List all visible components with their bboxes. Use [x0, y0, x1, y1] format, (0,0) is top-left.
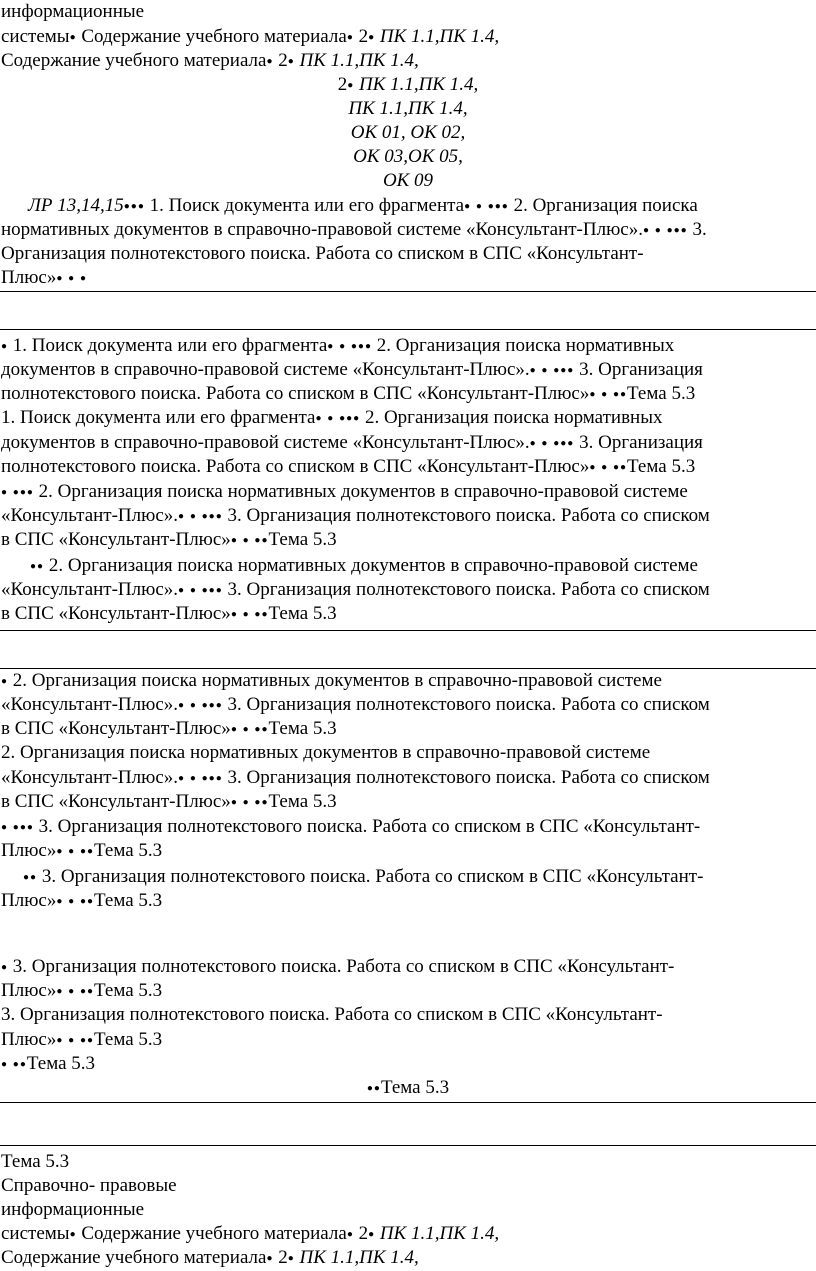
bullet-mark: ● — [541, 438, 549, 449]
bullet-mark: ●● — [79, 896, 95, 907]
text-line: Плюс»● ● ● — [1, 267, 87, 288]
bullet-mark: ● — [69, 1229, 77, 1240]
bullet-mark: ● — [230, 724, 238, 735]
bullet-mark: ● — [475, 201, 483, 212]
bullet-mark: ● — [339, 341, 347, 352]
bullet-mark: ● — [601, 462, 609, 473]
text-line: Плюс»● ● ●●Тема 5.3 — [1, 980, 163, 1001]
text-line: ●●Тема 5.3 — [366, 1077, 450, 1098]
bullet-mark: ● — [654, 225, 662, 236]
bullet-mark: ● — [589, 462, 597, 473]
bullet-mark: ● — [346, 1229, 354, 1240]
bullet-mark: ● — [68, 986, 76, 997]
bullet-mark: ● — [68, 896, 76, 907]
bullet-mark: ● — [589, 389, 597, 400]
text-line: ОК 03,ОК 05, — [353, 146, 463, 167]
bullet-mark: ● — [1, 341, 9, 352]
text-line: в СПС «Консультант-Плюс»● ● ●●Тема 5.3 — [1, 791, 337, 812]
bullet-mark: ● — [642, 225, 651, 236]
bullet-mark: ● — [56, 896, 64, 907]
bullet-mark: ● — [1, 962, 9, 973]
bullet-mark: ● — [1, 822, 9, 833]
bullet-mark: ● — [189, 511, 197, 522]
bullet-mark: ●●● — [553, 365, 575, 376]
bullet-mark: ●● — [79, 1035, 95, 1046]
text-line: ● ●●● 2. Организация поиска нормативных документов в справочно-правовой системе — [1, 481, 688, 502]
bullet-mark: ●● — [254, 724, 269, 735]
bullet-mark: ●● — [612, 389, 628, 400]
bullet-mark: ● — [529, 365, 537, 376]
bullet-mark: ●●● — [339, 413, 361, 424]
text-line: Содержание учебного материала● 2● ПК 1.1,ПК 1.4, — [1, 1247, 419, 1268]
text-line: «Консультант-Плюс».● ● ●●● 3. Организация полнотекстового поиска. Работа со списком — [1, 767, 710, 788]
bullet-mark: ● — [1, 487, 9, 498]
text-line: ОК 01, ОК 02, — [350, 122, 466, 143]
bullet-mark: ●● — [30, 561, 45, 572]
text-line: Содержание учебного материала● 2● ПК 1.1,ПК 1.4, — [1, 50, 419, 71]
divider — [0, 1102, 816, 1103]
text-line: ПК 1.1,ПК 1.4, — [348, 98, 468, 119]
bullet-mark: ● — [368, 32, 376, 43]
bullet-mark: ●● — [79, 986, 95, 997]
text-line: 3. Организация полнотекстового поиска. Работа со списком в СПС «Консультант- — [1, 1004, 663, 1025]
divider — [0, 1145, 816, 1146]
bullet-mark: ● — [242, 535, 250, 546]
bullet-mark: ● — [230, 797, 238, 808]
bullet-mark: ● — [601, 389, 609, 400]
text-line: ● 1. Поиск документа или его фрагмента● ● ●●● 2. Организация поиска нормативных — [1, 335, 675, 356]
bullet-mark: ● — [189, 585, 197, 596]
bullet-mark: ● — [464, 201, 472, 212]
text-line: Справочно- правовые — [1, 1175, 177, 1196]
bullet-mark: ● — [56, 273, 64, 284]
text-line: ● ●●Тема 5.3 — [1, 1053, 96, 1074]
bullet-mark: ● — [266, 56, 274, 67]
text-line: информационные — [1, 1199, 145, 1220]
bullet-mark: ● — [189, 700, 197, 711]
bullet-mark: ●●● — [201, 511, 223, 522]
bullet-mark: ● — [56, 986, 64, 997]
bullet-mark: ● — [230, 609, 238, 620]
bullet-mark: ●●● — [123, 201, 145, 212]
bullet-mark: ● — [189, 773, 197, 784]
bullet-mark: ● — [178, 700, 186, 711]
bullet-mark: ● — [1, 676, 9, 687]
bullet-mark: ● — [242, 797, 250, 808]
bullet-mark: ●●● — [487, 201, 509, 212]
bullet-mark: ● — [327, 341, 335, 352]
bullet-mark: ●● — [254, 797, 269, 808]
text-line: системы● Содержание учебного материала● 2● ПК 1.1,ПК 1.4, — [1, 26, 500, 47]
text-line: информационные — [1, 1, 145, 22]
bullet-mark: ●●● — [350, 341, 372, 352]
bullet-mark: ● — [178, 511, 186, 522]
text-line: Плюс»● ● ●●Тема 5.3 — [1, 890, 163, 911]
bullet-mark: ● — [541, 365, 549, 376]
bullet-mark: ●●● — [201, 700, 223, 711]
divider — [0, 329, 816, 330]
text-line: Плюс»● ● ●●Тема 5.3 — [1, 1029, 163, 1050]
bullet-mark: ● — [178, 773, 186, 784]
bullet-mark: ● — [69, 32, 77, 43]
bullet-mark: ●●● — [12, 822, 34, 833]
text-line: в СПС «Консультант-Плюс»● ● ●●Тема 5.3 — [1, 529, 337, 550]
bullet-mark: ●● — [23, 872, 38, 883]
bullet-mark: ● — [178, 585, 186, 596]
bullet-mark: ● — [56, 1035, 64, 1046]
text-line: системы● Содержание учебного материала● 2● ПК 1.1,ПК 1.4, — [1, 1223, 500, 1244]
bullet-mark: ● — [242, 609, 250, 620]
bullet-mark: ●● — [254, 535, 269, 546]
divider — [0, 291, 816, 292]
text-line: «Консультант-Плюс».● ● ●●● 3. Организация полнотекстового поиска. Работа со списком — [1, 579, 710, 600]
bullet-mark: ●●● — [553, 438, 575, 449]
bullet-mark: ● — [266, 1253, 274, 1264]
divider — [0, 630, 816, 631]
bullet-mark: ●● — [612, 462, 628, 473]
text-line: Плюс»● ● ●●Тема 5.3 — [1, 840, 163, 861]
text-line: полнотекстового поиска. Работа со списком в СПС «Консультант-Плюс»● ● ●●Тема 5.3 — [1, 456, 696, 477]
text-line: «Консультант-Плюс».● ● ●●● 3. Организация полнотекстового поиска. Работа со списком — [1, 505, 710, 526]
bullet-mark: ● — [68, 1035, 76, 1046]
text-line: нормативных документов в справочно-правовой системе «Консультант-Плюс».● ● ●●● 3. — [1, 219, 707, 240]
bullet-mark: ●●● — [201, 585, 223, 596]
text-line: ЛР 13,14,15●●● 1. Поиск документа или его фрагмента● ● ●●● 2. Организация поиска — [28, 195, 698, 216]
bullet-mark: ●● — [366, 1083, 381, 1094]
text-line: ● 3. Организация полнотекстового поиска. Работа со списком в СПС «Консультант- — [1, 956, 675, 977]
bullet-mark: ● — [327, 413, 335, 424]
text-line: 2● ПК 1.1,ПК 1.4, — [337, 74, 479, 95]
bullet-mark: ● — [68, 846, 76, 857]
bullet-mark: ● — [68, 273, 76, 284]
text-line: 2. Организация поиска нормативных документов в справочно-правовой системе — [1, 742, 651, 763]
bullet-mark: ● — [368, 1229, 376, 1240]
bullet-mark: ●● — [12, 1059, 27, 1070]
text-line: ●● 3. Организация полнотекстового поиска. Работа со списком в СПС «Консультант- — [23, 866, 704, 887]
text-line: ● 2. Организация поиска нормативных документов в справочно-правовой системе — [1, 670, 662, 691]
bullet-mark: ● — [1, 1059, 9, 1070]
bullet-mark: ●● — [79, 846, 95, 857]
text-line: в СПС «Консультант-Плюс»● ● ●●Тема 5.3 — [1, 718, 337, 739]
bullet-mark: ●●● — [201, 773, 223, 784]
bullet-mark: ● — [79, 273, 87, 284]
text-line: полнотекстового поиска. Работа со списком в СПС «Консультант-Плюс»● ● ●●Тема 5.3 — [1, 383, 696, 404]
bullet-mark: ● — [287, 1253, 295, 1264]
bullet-mark: ● — [315, 413, 323, 424]
bullet-mark: ●● — [254, 609, 269, 620]
text-line: Организация полнотекстового поиска. Работа со списком в СПС «Консультант- — [1, 243, 644, 264]
text-line: Тема 5.3 — [1, 1151, 70, 1172]
bullet-mark: ● — [347, 80, 355, 91]
bullet-mark: ● — [529, 438, 537, 449]
text-line: документов в справочно-правовой системе «Консультант-Плюс».● ● ●●● 3. Организация — [1, 359, 703, 380]
bullet-mark: ●●● — [12, 487, 34, 498]
text-line: в СПС «Консультант-Плюс»● ● ●●Тема 5.3 — [1, 603, 337, 624]
text-line: документов в справочно-правовой системе «Консультант-Плюс».● ● ●●● 3. Организация — [1, 432, 703, 453]
text-line: ● ●●● 3. Организация полнотекстового поиска. Работа со списком в СПС «Консультант- — [1, 816, 701, 837]
bullet-mark: ● — [56, 846, 64, 857]
bullet-mark: ● — [287, 56, 295, 67]
text-line: ОК 09 — [382, 170, 434, 191]
bullet-mark: ●●● — [666, 225, 688, 236]
text-line: ●● 2. Организация поиска нормативных документов в справочно-правовой системе — [30, 555, 698, 576]
text-line: «Консультант-Плюс».● ● ●●● 3. Организация полнотекстового поиска. Работа со списком — [1, 694, 710, 715]
bullet-mark: ● — [230, 535, 238, 546]
text-line: 1. Поиск документа или его фрагмента● ● ●●● 2. Организация поиска нормативных — [1, 407, 663, 428]
bullet-mark: ● — [346, 32, 354, 43]
bullet-mark: ● — [242, 724, 250, 735]
